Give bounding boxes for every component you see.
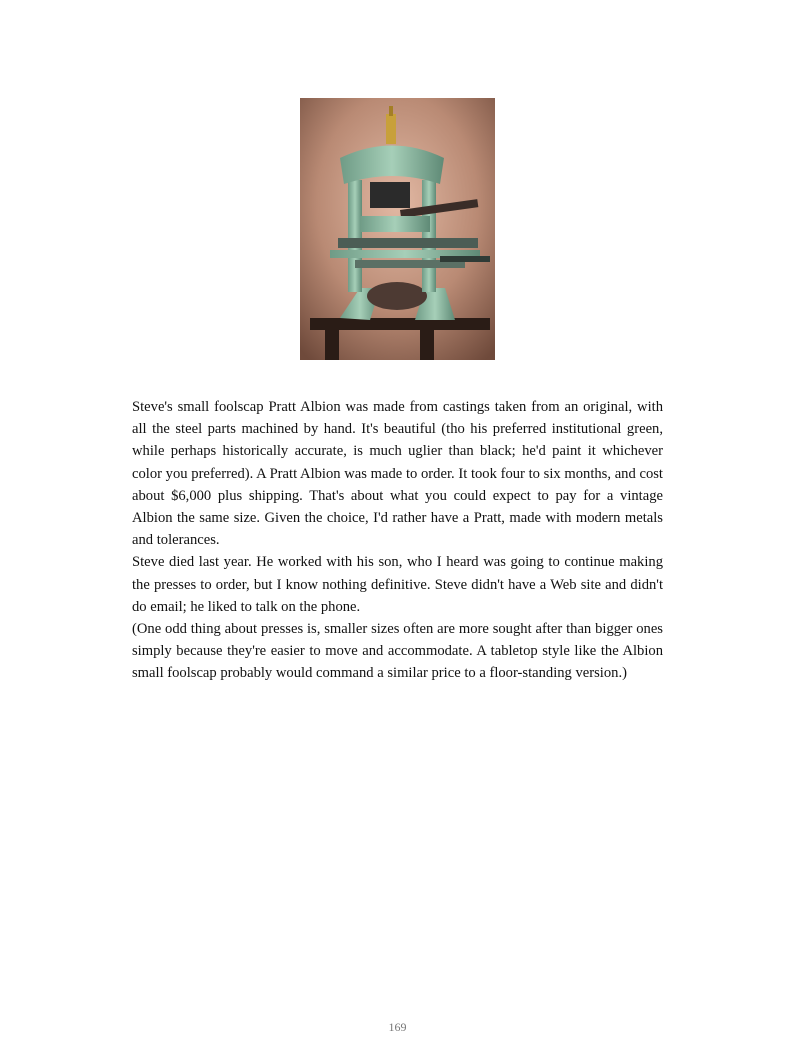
paragraph-pratt-albion: Steve's small foolscap Pratt Albion was made from castings taken from an original, with all the steel parts machined by hand. It's beautiful (tho his preferred institutional green, while perhaps historically accurate, is much uglier than black; he'd paint it whichever color you preferred). A Pratt Albion was made to order. It took four to six months, and cost about $6,000 plus shipping. That's about what you could expect to pay for a vintage Albion the same size. Given the choice, I'd rather have a Pratt, made with modern metals and tolerances. — [132, 399, 663, 549]
body-text — [132, 396, 663, 685]
albion-press-illustration — [300, 98, 495, 360]
paragraph-steve-died: Steve died last year. He worked with his son, who I heard was going to continue making the presses to order, but I know nothing definitive. Steve didn't have a Web site and didn't do email; he liked to talk on the phone. — [132, 554, 663, 615]
page-number: 169 — [388, 1020, 407, 1034]
paragraph-odd-thing: (One odd thing about presses is, smaller sizes often are more sought after than bigger ones simply because they're easier to move and accommodate. A tabletop style like the Albion small foolscap probably would command a similar price to a floor-standing version.) — [132, 621, 663, 682]
press-photo — [300, 98, 495, 360]
